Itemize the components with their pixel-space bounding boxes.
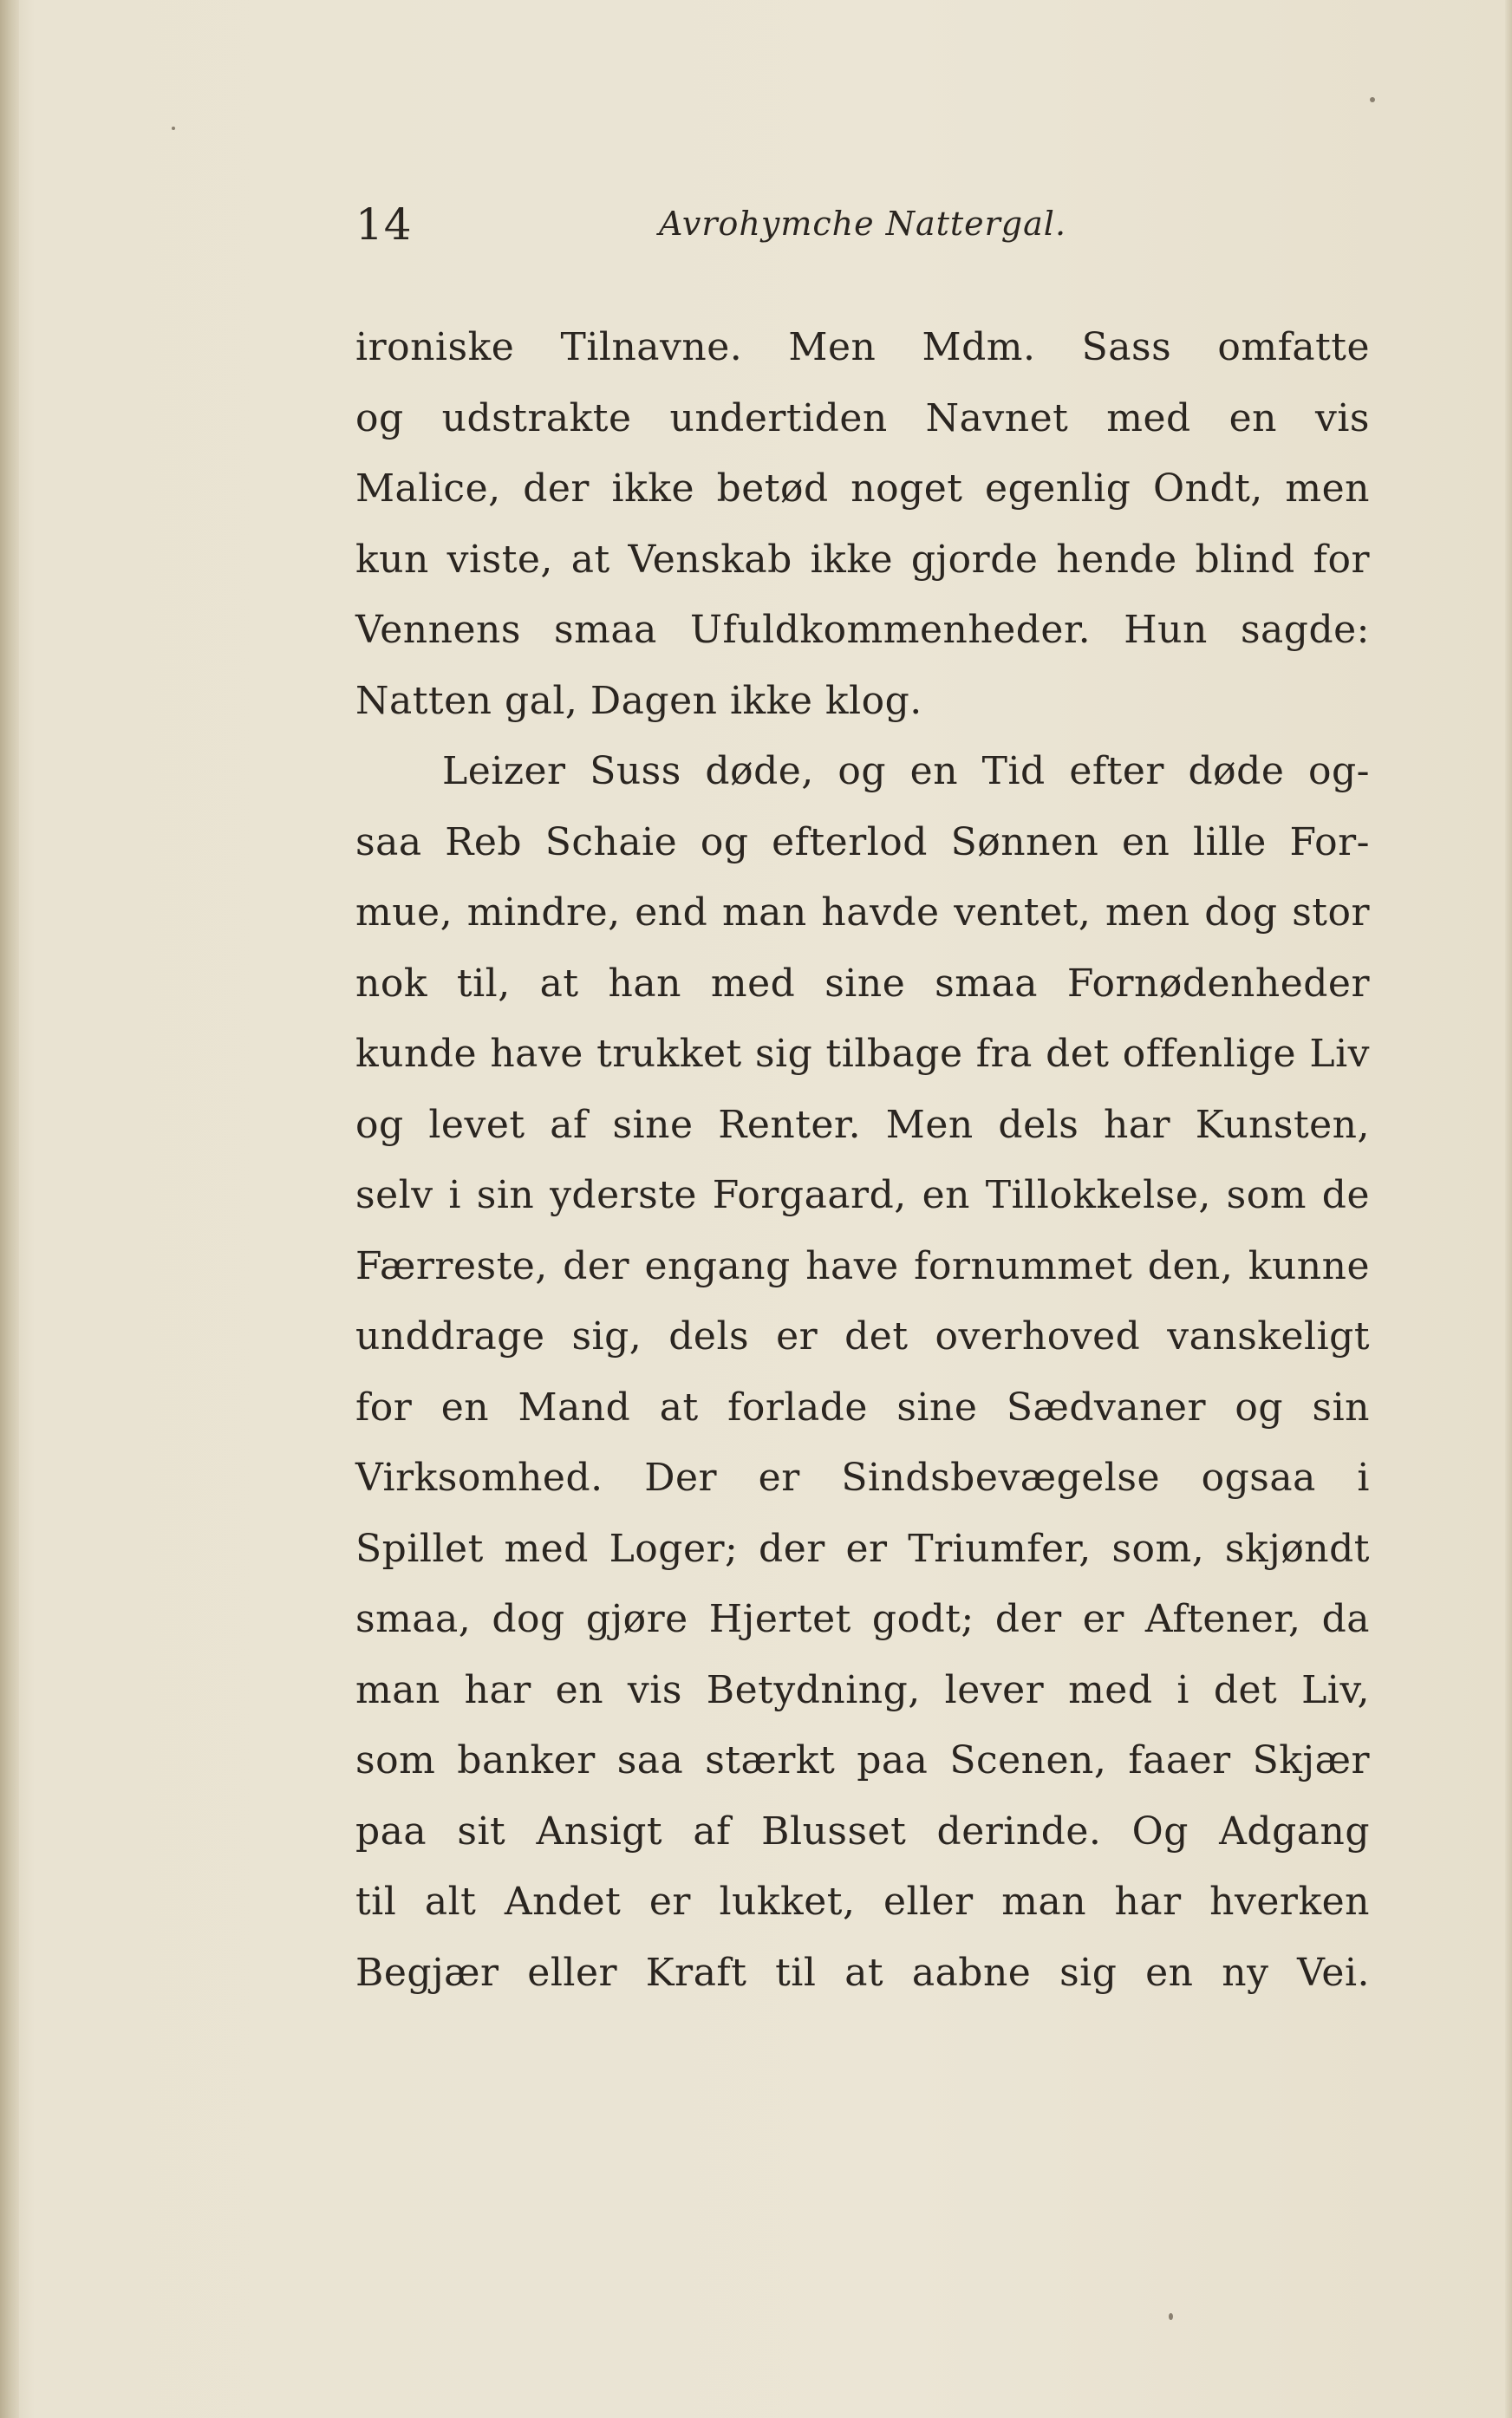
body-text [355,312,1370,2008]
text-line: Vennens smaa Ufuldkommenheder. Hun sagde: [355,608,1370,652]
page-number: 14 [355,199,413,250]
text-line: selv i sin yderste Forgaard, en Tillokkelse, som de [355,1173,1370,1217]
page-binding-edge [0,0,19,2418]
text-line: som banker saa stærkt paa Scenen, faaer Skjær [355,1738,1370,1783]
text-line: ironiske Tilnavne. Men Mdm. Sass omfatte [355,325,1370,369]
text-line: Begjær eller Kraft til at aabne sig en ny Vei. [355,1950,1370,1995]
text-line: og levet af sine Renter. Men dels har Kunsten, [355,1102,1370,1147]
text-line: og udstrakte undertiden Navnet med en vis [355,395,1370,440]
text-line: Leizer Suss døde, og en Tid efter døde og- [442,749,1370,793]
text-line: smaa, dog gjøre Hjertet godt; der er Aftener, da [355,1597,1370,1641]
text-line: Virksomhed. Der er Sindsbevægelse ogsaa i [355,1456,1370,1500]
page-right-edge [1505,0,1512,2418]
running-title: Avrohymche Nattergal. [659,205,1067,243]
text-line: Færreste, der engang have fornummet den, kunne [355,1243,1370,1288]
text-line: Natten gal, Dagen ikke klog. [355,678,922,723]
text-line: Malice, der ikke betød noget egenlig Ondt, men [355,466,1370,511]
text-line: saa Reb Schaie og efterlod Sønnen en lille For- [355,819,1370,864]
text-line: kunde have trukket sig tilbage fra det offenlige Liv [355,1032,1370,1076]
text-line: paa sit Ansigt af Blusset derinde. Og Adgang [355,1809,1370,1854]
text-line: til alt Andet er lukket, eller man har hverken [355,1880,1370,1924]
text-line: Spillet med Loger; der er Triumfer, som, skjøndt [355,1526,1370,1571]
paper-speck [172,127,175,130]
text-line: for en Mand at forlade sine Sædvaner og sin [355,1385,1370,1430]
page-header [355,192,1370,262]
text-line: man har en vis Betydning, lever med i det Liv, [355,1667,1370,1712]
text-line: unddrage sig, dels er det overhoved vanskeligt [355,1314,1370,1359]
text-line: mue, mindre, end man havde ventet, men dog stor [355,890,1370,935]
paper-speck [1370,97,1375,102]
text-line: nok til, at han med sine smaa Fornødenheder [355,961,1370,1006]
paper-speck [1169,2313,1173,2320]
text-line: kun viste, at Venskab ikke gjorde hende blind for [355,537,1370,582]
